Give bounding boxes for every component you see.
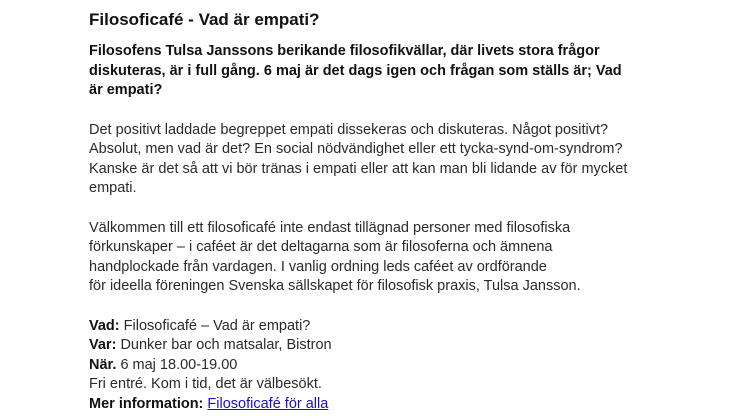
fact-what-value: Filosoficafé – Vad är empati? bbox=[119, 317, 311, 334]
lead-paragraph bbox=[89, 42, 729, 101]
paragraph-line: förkunskaper – i caféet är det deltagarna som är filosoferna och ämnena bbox=[89, 239, 553, 255]
body-paragraph-welcome bbox=[89, 219, 729, 297]
paragraph-line: Kanske är det så att vi bör tränas i empati eller att kan man bli lidande av för mycket bbox=[89, 160, 628, 177]
paragraph-line: Det positivt laddade begreppet empati dissekeras och diskuteras. Något positivt? bbox=[89, 121, 609, 138]
fact-when bbox=[89, 356, 729, 376]
body-paragraph-empathy bbox=[89, 121, 729, 199]
fact-more-label: Mer information: bbox=[89, 395, 204, 412]
fact-where bbox=[89, 336, 729, 356]
lead-line: diskuteras, är i full gång. 6 maj är det dags igen och frågan som ställs är; Vad bbox=[89, 62, 622, 79]
more-info-link[interactable]: Filosoficafé för alla bbox=[207, 395, 329, 412]
paragraph-line: handplockade från vardagen. I vanlig ordning leds caféet av ordförande bbox=[89, 258, 547, 275]
page-title: Filosoficafé - Vad är empati? bbox=[89, 10, 320, 29]
fact-where-label: Var: bbox=[89, 337, 117, 353]
fact-what-label: Vad: bbox=[89, 317, 120, 334]
event-facts bbox=[89, 317, 729, 415]
paragraph-line: Absolut, men vad är det? En social nödvändighet eller ett tycka-synd-om-syndrom? bbox=[89, 141, 623, 157]
fact-what bbox=[89, 317, 729, 337]
fact-more-info bbox=[89, 395, 729, 415]
paragraph-line: för ideella föreningen Svenska sällskapet för filosofisk praxis, Tulsa Jansson. bbox=[89, 278, 581, 294]
lead-line: Filosofens Tulsa Janssons berikande filosofikvällar, där livets stora frågor bbox=[89, 43, 600, 59]
fact-note: Fri entré. Kom i tid, det är välbesökt. bbox=[89, 376, 322, 392]
press-release bbox=[89, 9, 729, 414]
fact-where-value: Dunker bar och matsalar, Bistron bbox=[116, 337, 332, 353]
paragraph-line: empati. bbox=[89, 180, 137, 196]
paragraph-line: Välkommen till ett filosoficafé inte endast tillägnad personer med filosofiska bbox=[89, 219, 571, 236]
fact-when-label: När. bbox=[89, 356, 117, 373]
lead-line: är empati? bbox=[89, 82, 163, 98]
fact-when-value: 6 maj 18.00-19.00 bbox=[116, 356, 238, 373]
